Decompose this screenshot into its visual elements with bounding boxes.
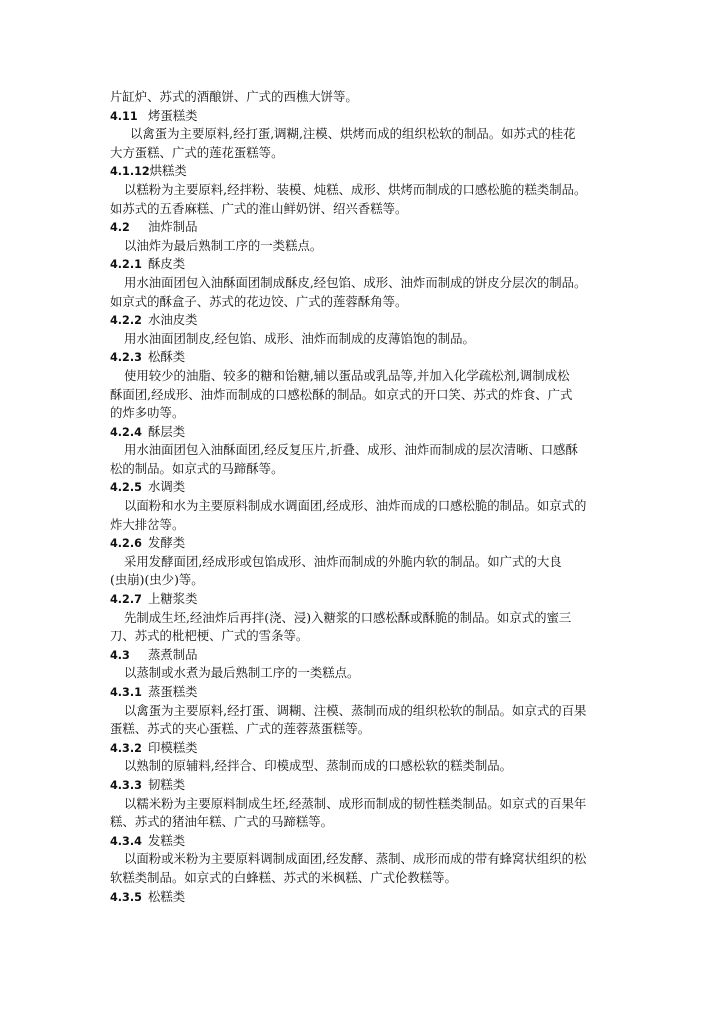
section-title: 蒸蛋糕类 bbox=[148, 684, 198, 699]
document-body bbox=[110, 88, 610, 906]
section-title: 烘糕类 bbox=[149, 163, 187, 179]
paragraph-line: 蛋糕、苏式的夹心蛋糕、广式的莲蓉蒸蛋糕等。 bbox=[110, 721, 371, 737]
section-title: 上糖浆类 bbox=[148, 591, 198, 607]
paragraph-line: 的炸多叻等。 bbox=[110, 405, 185, 421]
section-title: 松糕类 bbox=[148, 888, 186, 904]
section-heading-4-2-6 bbox=[110, 534, 610, 553]
section-heading-4-2-7 bbox=[110, 590, 610, 609]
section-number: 4.2.4 bbox=[110, 425, 142, 439]
paragraph-line: 刀、苏式的枇杷梗、广式的雪条等。 bbox=[110, 628, 309, 644]
section-number: 4.2 bbox=[110, 221, 130, 235]
section-heading-4-2-3 bbox=[110, 348, 610, 367]
section-number: 4.3.3 bbox=[110, 778, 142, 792]
section-heading-4-2-1 bbox=[110, 255, 610, 274]
paragraph-line: 糕、苏式的猪油年糕、广式的马蹄糕等。 bbox=[110, 814, 334, 830]
paragraph-line: 先制成生坯,经油炸后再拌(浇、浸)入糖浆的口感松酥或酥脆的制品。如京式的蜜三 bbox=[124, 609, 572, 625]
paragraph-line: 用水油面团制皮,经包馅、成形、油炸而制成的皮薄馅饱的制品。 bbox=[124, 330, 475, 346]
section-title: 韧糕类 bbox=[148, 776, 186, 792]
section-number: 4.3.1 bbox=[110, 686, 142, 699]
section-number: 4.11 bbox=[110, 109, 138, 123]
paragraph-line: 酥面团,经成形、油炸而制成的口感松酥的制品。如京式的开口笑、苏式的炸食、广式 bbox=[110, 386, 573, 402]
paragraph-line: 如苏式的五香麻糕、广式的淮山鲜奶饼、绍兴香糕等。 bbox=[110, 200, 408, 216]
section-heading-4-3-3 bbox=[110, 776, 610, 795]
section-number: 4.1.12 bbox=[110, 165, 150, 179]
section-number: 4.2.3 bbox=[110, 351, 142, 365]
paragraph-line: 大方蛋糕、广式的莲花蛋糕等。 bbox=[110, 144, 284, 160]
section-number: 4.2.5 bbox=[110, 481, 142, 495]
section-number: 4.2.1 bbox=[110, 258, 142, 272]
paragraph-line: 以油炸为最后熟制工序的一类糕点。 bbox=[124, 237, 323, 253]
section-number: 4.2.7 bbox=[110, 593, 142, 607]
paragraph-line: 软糕类制品。如京式的白蜂糕、苏式的米枫糕、广式伦教糕等。 bbox=[110, 869, 457, 885]
section-heading-4-11 bbox=[110, 107, 610, 126]
paragraph-line: 以熟制的原辅料,经拌合、印模成型、蒸制而成的口感松软的糕类制品。 bbox=[124, 758, 513, 774]
section-heading-4-3 bbox=[110, 646, 610, 665]
paragraph-line: 以面粉和水为主要原料制成水调面团,经成形、油炸而成的口感松脆的制品。如京式的 bbox=[124, 498, 587, 514]
section-title: 发酵类 bbox=[148, 535, 186, 551]
section-title: 烤蛋糕类 bbox=[148, 107, 198, 123]
section-title: 松酥类 bbox=[148, 349, 186, 365]
section-heading-4-1-12 bbox=[110, 162, 610, 181]
paragraph-line: 采用发酵面团,经成形或包馅成形、油炸而制成的外脆内软的制品。如广式的大良 bbox=[124, 553, 562, 569]
section-number: 4.2.6 bbox=[110, 537, 142, 551]
section-number: 4.3.4 bbox=[110, 834, 142, 848]
paragraph-line: 用水油面团包入油酥面团,经反复压片,折叠、成形、油炸而制成的层次清晰、口感酥 bbox=[124, 442, 578, 458]
section-title: 发糕类 bbox=[148, 832, 186, 848]
paragraph-line: (虫崩)(虫少)等。 bbox=[110, 572, 204, 588]
paragraph-line: 炸大排岔等。 bbox=[110, 516, 185, 532]
section-heading-4-2-2 bbox=[110, 311, 610, 330]
section-heading-4-3-2 bbox=[110, 739, 610, 758]
section-title: 酥皮类 bbox=[148, 256, 186, 272]
section-title: 酥层类 bbox=[148, 423, 186, 439]
paragraph-line: 使用较少的油脂、较多的糖和饴糖,辅以蛋品或乳品等,并加入化学疏松剂,调制成松 bbox=[124, 367, 570, 383]
paragraph-line: 以禽蛋为主要原料,经打蛋、调糊、注模、蒸制而成的组织松软的制品。如京式的百果 bbox=[124, 702, 587, 718]
section-heading-4-2-4 bbox=[110, 423, 610, 442]
section-number: 4.3.5 bbox=[110, 890, 142, 904]
paragraph-line: 以糕粉为主要原料,经拌粉、装模、炖糕、成形、烘烤而制成的口感松脆的糕类制品。 bbox=[124, 181, 587, 197]
section-title: 油炸制品 bbox=[148, 219, 198, 235]
section-heading-4-3-5 bbox=[110, 888, 610, 907]
paragraph-line: 松的制品。如京式的马蹄酥等。 bbox=[110, 460, 284, 476]
paragraph-line: 如京式的酥盒子、苏式的花边饺、广式的莲蓉酥角等。 bbox=[110, 293, 408, 309]
paragraph-line: 以蒸制或水煮为最后熟制工序的一类糕点。 bbox=[124, 665, 360, 681]
paragraph-line: 片缸炉、苏式的酒酿饼、广式的西樵大饼等。 bbox=[110, 89, 358, 104]
section-heading-4-2 bbox=[110, 218, 610, 237]
section-number: 4.2.2 bbox=[110, 314, 142, 328]
section-number: 4.3 bbox=[110, 648, 130, 662]
paragraph-line: 以面粉或米粉为主要原料调制成面团,经发酵、蒸制、成形而成的带有蜂窝状组织的松 bbox=[124, 851, 587, 867]
section-heading-4-3-1 bbox=[110, 683, 610, 702]
paragraph-line: 用水油面团包入油酥面团制成酥皮,经包馅、成形、油炸而制成的饼皮分层次的制品。 bbox=[124, 274, 587, 290]
section-heading-4-3-4 bbox=[110, 832, 610, 851]
section-title: 水调类 bbox=[148, 479, 186, 495]
section-title: 水油皮类 bbox=[148, 312, 198, 328]
section-number: 4.3.2 bbox=[110, 741, 142, 755]
paragraph-line: 以禽蛋为主要原料,经打蛋,调糊,注模、烘烤而成的组织松软的制品。如苏式的桂花 bbox=[130, 126, 576, 142]
section-heading-4-2-5 bbox=[110, 478, 610, 497]
section-title: 印模糕类 bbox=[148, 739, 198, 755]
paragraph-line: 以糯米粉为主要原料制成生坯,经蒸制、成形而制成的韧性糕类制品。如京式的百果年 bbox=[124, 795, 587, 811]
section-title: 蒸煮制品 bbox=[148, 646, 198, 662]
